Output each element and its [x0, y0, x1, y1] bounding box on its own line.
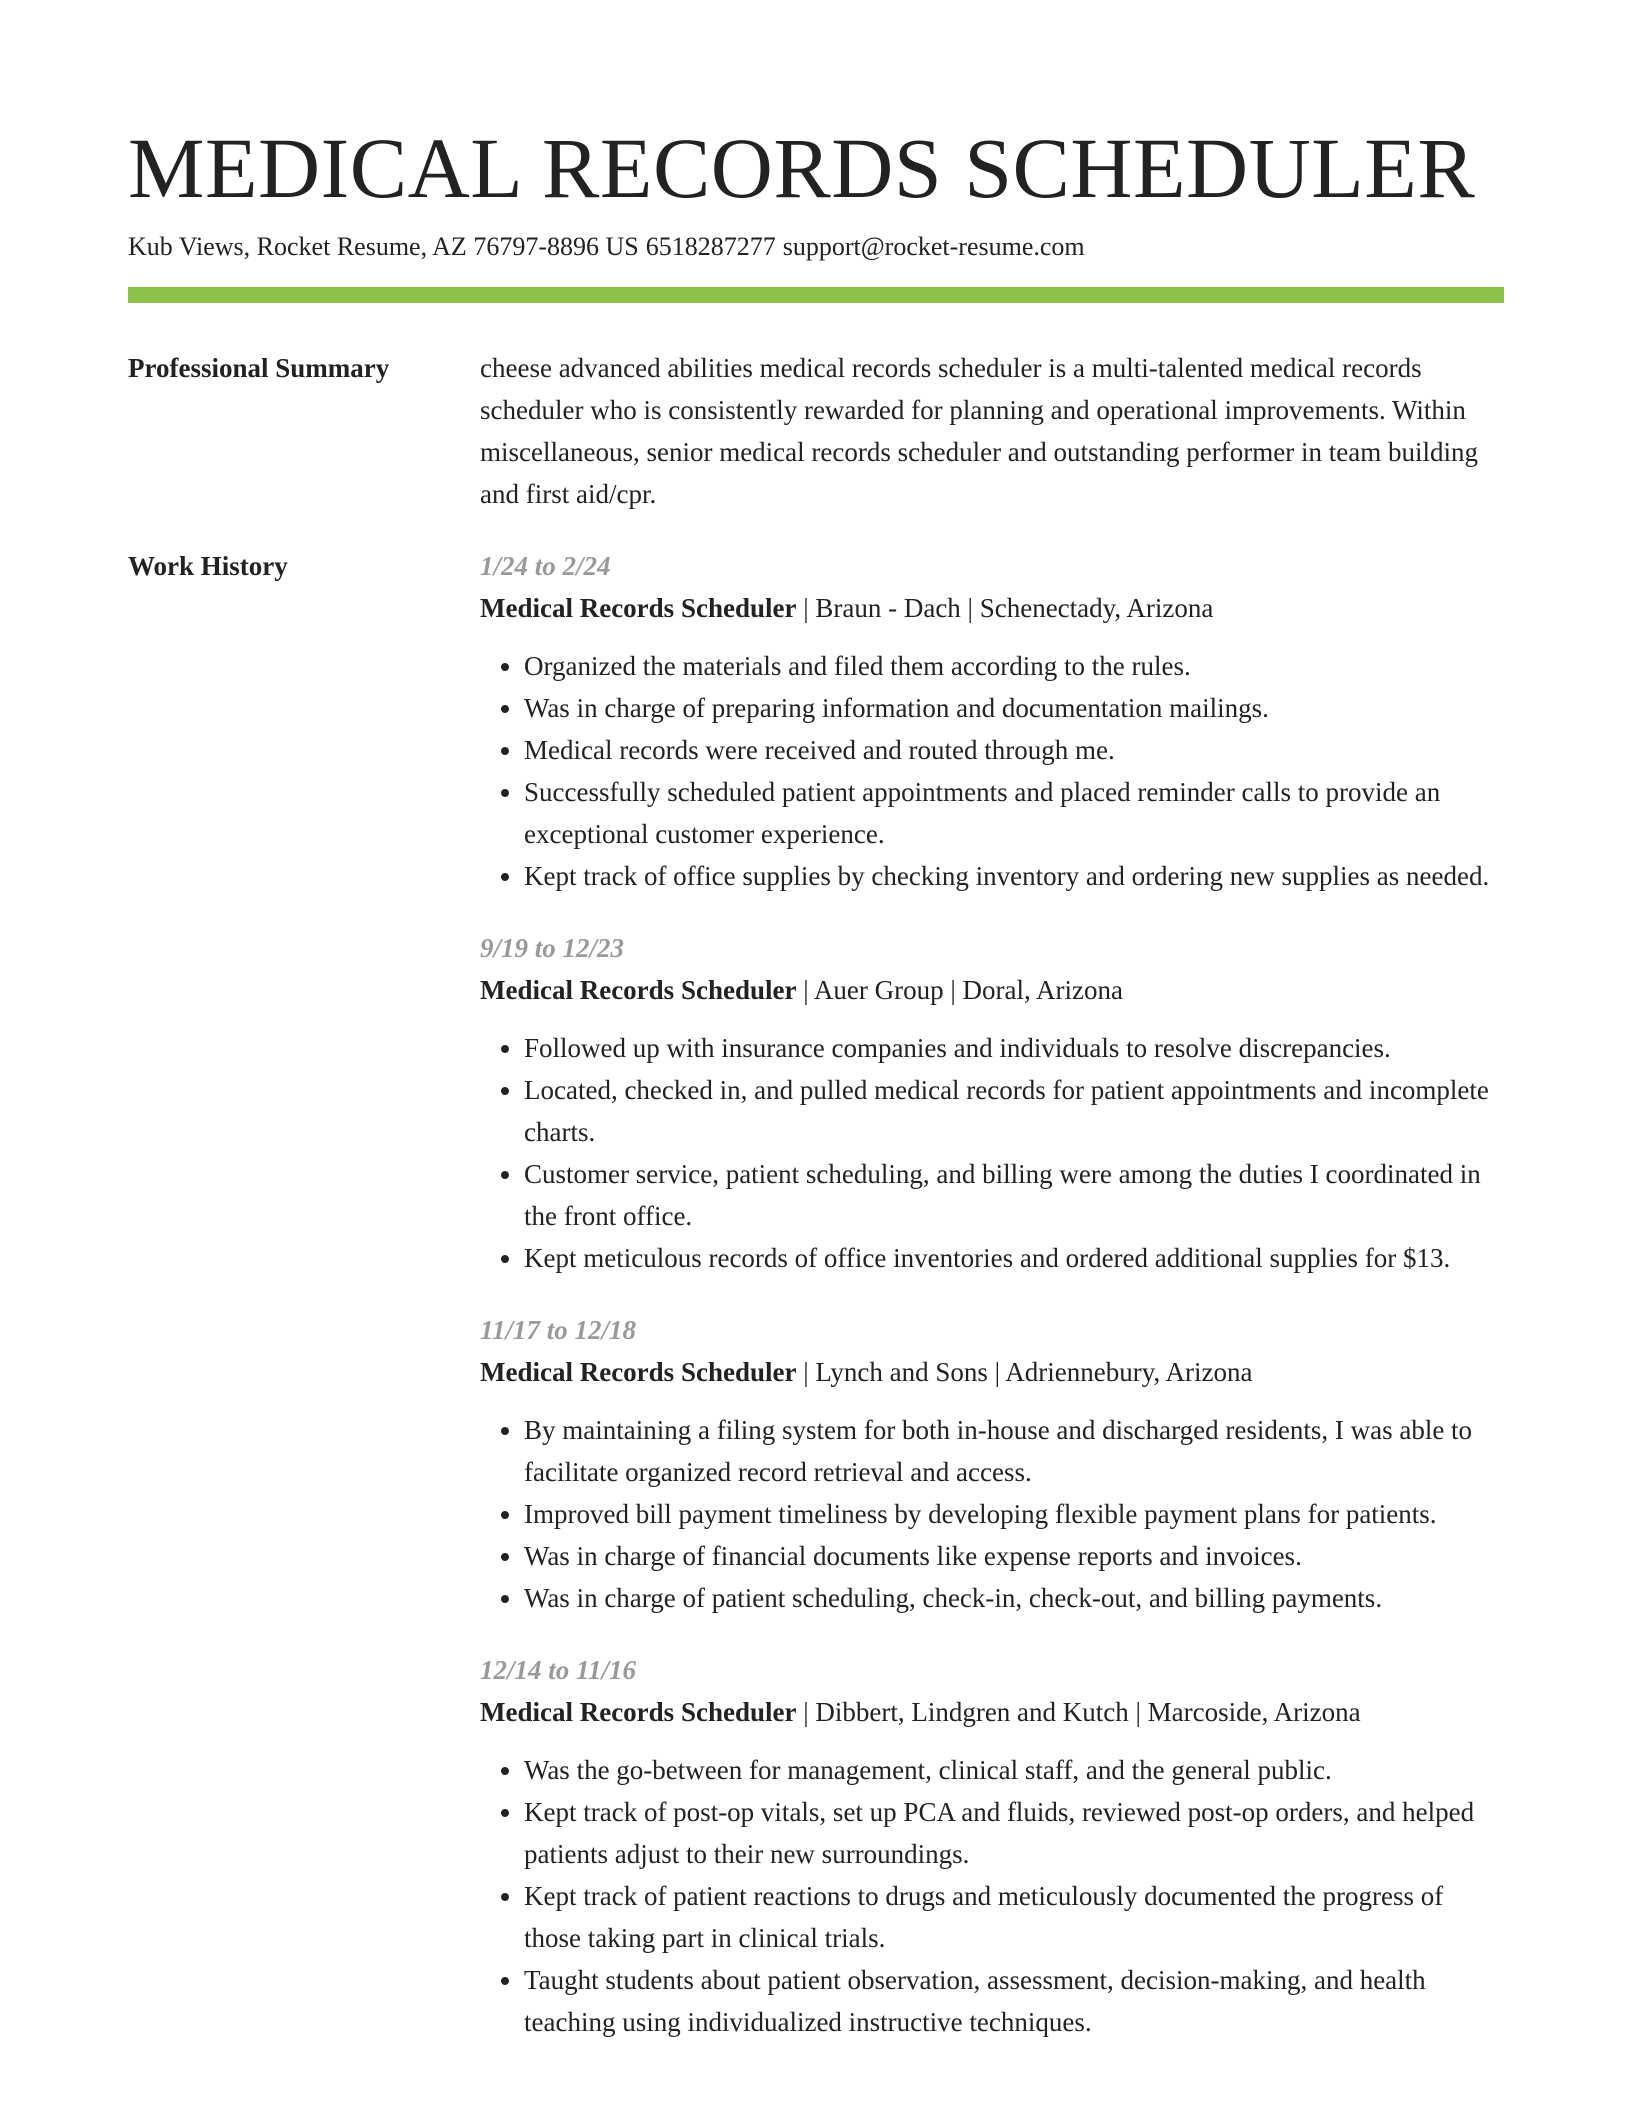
job-bullet: • Kept track of office supplies by checking inventory and ordering new supplies as needed.: [524, 855, 1504, 897]
job-bullet: • Was in charge of patient scheduling, check-in, check-out, and billing payments.: [524, 1577, 1504, 1619]
job-bullet: • Located, checked in, and pulled medical records for patient appointments and incomplete charts.: [524, 1069, 1504, 1153]
job-heading: [480, 1691, 1504, 1733]
job-entry: [480, 545, 1504, 897]
job-bullet: • Was in charge of preparing information and documentation mailings.: [524, 687, 1504, 729]
job-bullets: [480, 1027, 1504, 1279]
job-bullets: [480, 1749, 1504, 2043]
candidate-name: MEDICAL RECORDS SCHEDULER: [128, 120, 1476, 216]
job-bullets: [480, 1409, 1504, 1619]
summary-text: cheese advanced abilities medical records scheduler is a multi-talented medical records scheduler who is consistently rewarded for planning and operational improvements. Within miscellaneous, senior medical records scheduler and outstanding performer in team building and first aid/cpr.: [480, 353, 1478, 509]
job-bullet: • Improved bill payment timeliness by developing flexible payment plans for patients.: [524, 1493, 1504, 1535]
job-entry: [480, 1649, 1504, 2043]
job-bullet: • Followed up with insurance companies and individuals to resolve discrepancies.: [524, 1027, 1504, 1069]
job-bullet: • Medical records were received and routed through me.: [524, 729, 1504, 771]
job-bullet: • Kept track of post-op vitals, set up PCA and fluids, reviewed post-op orders, and helped patients adjust to their new surroundings.: [524, 1791, 1504, 1875]
accent-divider: [128, 287, 1504, 303]
job-bullet: • By maintaining a filing system for both in-house and discharged residents, I was able to facilitate organized record retrieval and access.: [524, 1409, 1504, 1493]
job-dates: 11/17 to 12/18: [480, 1315, 637, 1345]
job-title: Medical Records Scheduler: [480, 1357, 797, 1387]
job-employer-location: | Lynch and Sons | Adriennebury, Arizona: [796, 1357, 1253, 1387]
job-heading: [480, 587, 1504, 629]
job-bullet: • Was the go-between for management, clinical staff, and the general public.: [524, 1749, 1504, 1791]
job-bullet: • Successfully scheduled patient appointments and placed reminder calls to provide an exceptional customer experience.: [524, 771, 1504, 855]
section-heading-summary: Professional Summary: [128, 353, 390, 383]
contact-phone: 6518287277: [645, 232, 776, 261]
job-dates: 1/24 to 2/24: [480, 551, 611, 581]
work-history-section: [128, 545, 1504, 2073]
job-bullet: • Kept meticulous records of office inventories and ordered additional supplies for $13.: [524, 1237, 1504, 1279]
job-employer-location: | Auer Group | Doral, Arizona: [796, 975, 1123, 1005]
job-bullet: • Kept track of patient reactions to drugs and meticulously documented the progress of those taking part in clinical trials.: [524, 1875, 1504, 1959]
work-history-list: [480, 545, 1504, 2073]
job-heading: [480, 1351, 1504, 1393]
contact-address: Kub Views, Rocket Resume, AZ 76797-8896 US: [128, 232, 639, 261]
contact-email: support@rocket-resume.com: [782, 232, 1085, 261]
job-bullets: [480, 645, 1504, 897]
section-heading-work-history: Work History: [128, 551, 288, 581]
job-dates: 12/14 to 11/16: [480, 1655, 637, 1685]
professional-summary-section: [128, 347, 1504, 515]
job-entry: [480, 1309, 1504, 1619]
job-entry: [480, 927, 1504, 1279]
job-bullet: • Customer service, patient scheduling, and billing were among the duties I coordinated in the front office.: [524, 1153, 1504, 1237]
job-bullet: • Organized the materials and filed them according to the rules.: [524, 645, 1504, 687]
job-title: Medical Records Scheduler: [480, 593, 797, 623]
job-employer-location: | Dibbert, Lindgren and Kutch | Marcoside, Arizona: [796, 1697, 1361, 1727]
job-bullet: • Taught students about patient observation, assessment, decision-making, and health teaching using individualized instructive techniques.: [524, 1959, 1504, 2043]
job-title: Medical Records Scheduler: [480, 1697, 797, 1727]
job-title: Medical Records Scheduler: [480, 975, 797, 1005]
job-heading: [480, 969, 1504, 1011]
job-bullet: • Was in charge of financial documents like expense reports and invoices.: [524, 1535, 1504, 1577]
job-dates: 9/19 to 12/23: [480, 933, 625, 963]
job-employer-location: | Braun - Dach | Schenectady, Arizona: [796, 593, 1214, 623]
contact-line: [128, 230, 1504, 264]
